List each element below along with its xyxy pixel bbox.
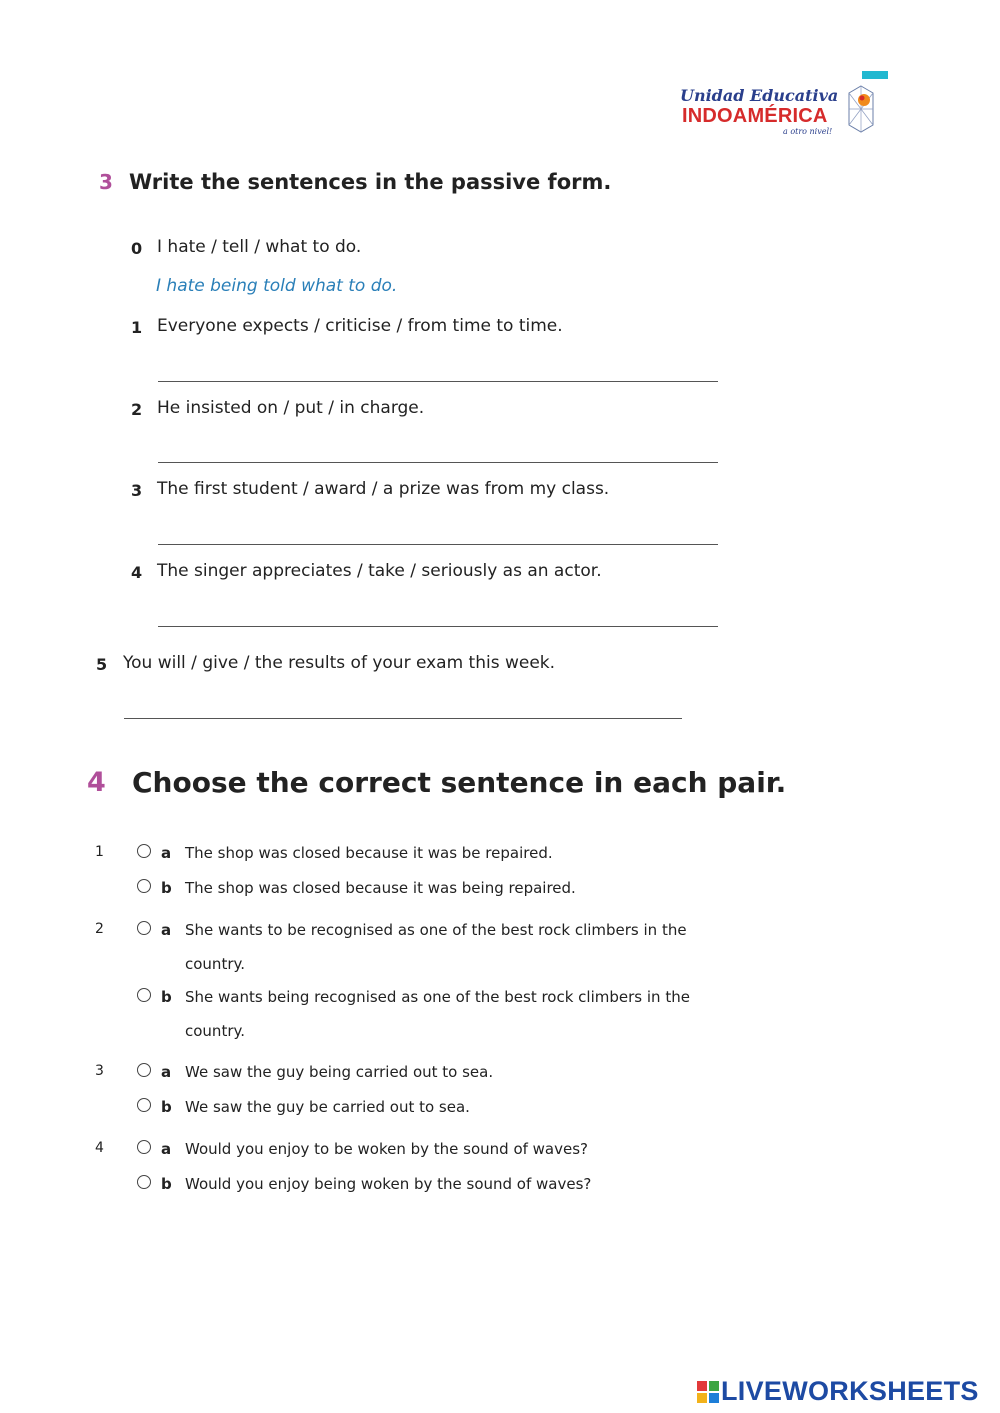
question-number: 4 (95, 1140, 104, 1156)
question-number: 1 (95, 844, 104, 860)
example-prompt: I hate / tell / what to do. (157, 237, 362, 257)
radio-q4-b[interactable] (137, 1175, 151, 1189)
answer-line-1[interactable] (158, 381, 718, 382)
option-letter: a (161, 844, 172, 862)
item-number: 5 (96, 655, 108, 674)
option-text-continued: country. (185, 1022, 245, 1040)
radio-q3-b[interactable] (137, 1098, 151, 1112)
answer-line-5[interactable] (124, 718, 682, 719)
item-prompt: You will / give / the results of your exam this week. (123, 653, 556, 673)
option-letter: b (161, 879, 172, 897)
school-logo-tagline: a otro nivel! (783, 127, 833, 136)
item-number: 3 (131, 481, 143, 500)
item-number: 2 (131, 400, 143, 419)
option-text: She wants being recognised as one of the best rock climbers in the (185, 988, 690, 1006)
answer-line-2[interactable] (158, 462, 718, 463)
radio-q4-a[interactable] (137, 1140, 151, 1154)
section-3-title: Write the sentences in the passive form. (129, 170, 612, 194)
option-text-continued: country. (185, 955, 245, 973)
radio-q1-b[interactable] (137, 879, 151, 893)
item-prompt: Everyone expects / criticise / from time to time. (157, 316, 563, 336)
answer-line-4[interactable] (158, 626, 718, 627)
option-text: The shop was closed because it was be repaired. (185, 844, 553, 862)
option-letter: a (161, 1140, 172, 1158)
section-4-title: Choose the correct sentence in each pair. (132, 766, 787, 799)
option-letter: b (161, 1175, 172, 1193)
option-letter: b (161, 1098, 172, 1116)
item-prompt: The first student / award / a prize was from my class. (157, 479, 610, 499)
item-prompt: He insisted on / put / in charge. (157, 398, 425, 418)
question-number: 2 (95, 921, 104, 937)
example-answer: I hate being told what to do. (156, 276, 398, 296)
liveworksheets-brand[interactable]: LIVEWORKSHEETS (721, 1376, 979, 1406)
question-number: 3 (95, 1063, 104, 1079)
option-text: She wants to be recognised as one of the best rock climbers in the (185, 921, 687, 939)
option-text: Would you enjoy to be woken by the sound of waves? (185, 1140, 589, 1158)
radio-q2-a[interactable] (137, 921, 151, 935)
school-logo-name: Unidad Educativa (680, 86, 839, 105)
school-logo-icon (846, 84, 876, 134)
section-3-number: 3 (99, 170, 113, 194)
section-4-number: 4 (87, 767, 106, 798)
option-letter: a (161, 1063, 172, 1081)
item-number: 1 (131, 318, 143, 337)
school-logo-title: INDOAMÉRICA (682, 105, 828, 127)
liveworksheets-logo-icon (697, 1381, 719, 1403)
answer-line-3[interactable] (158, 544, 718, 545)
option-text: The shop was closed because it was being repaired. (185, 879, 576, 897)
radio-q2-b[interactable] (137, 988, 151, 1002)
option-letter: b (161, 988, 172, 1006)
option-text: We saw the guy being carried out to sea. (185, 1063, 494, 1081)
radio-q1-a[interactable] (137, 844, 151, 858)
example-number: 0 (131, 239, 143, 258)
logo-accent-bar (862, 71, 888, 79)
option-text: Would you enjoy being woken by the sound of waves? (185, 1175, 592, 1193)
option-letter: a (161, 921, 172, 939)
radio-q3-a[interactable] (137, 1063, 151, 1077)
item-number: 4 (131, 563, 143, 582)
item-prompt: The singer appreciates / take / seriously as an actor. (157, 561, 602, 581)
option-text: We saw the guy be carried out to sea. (185, 1098, 470, 1116)
